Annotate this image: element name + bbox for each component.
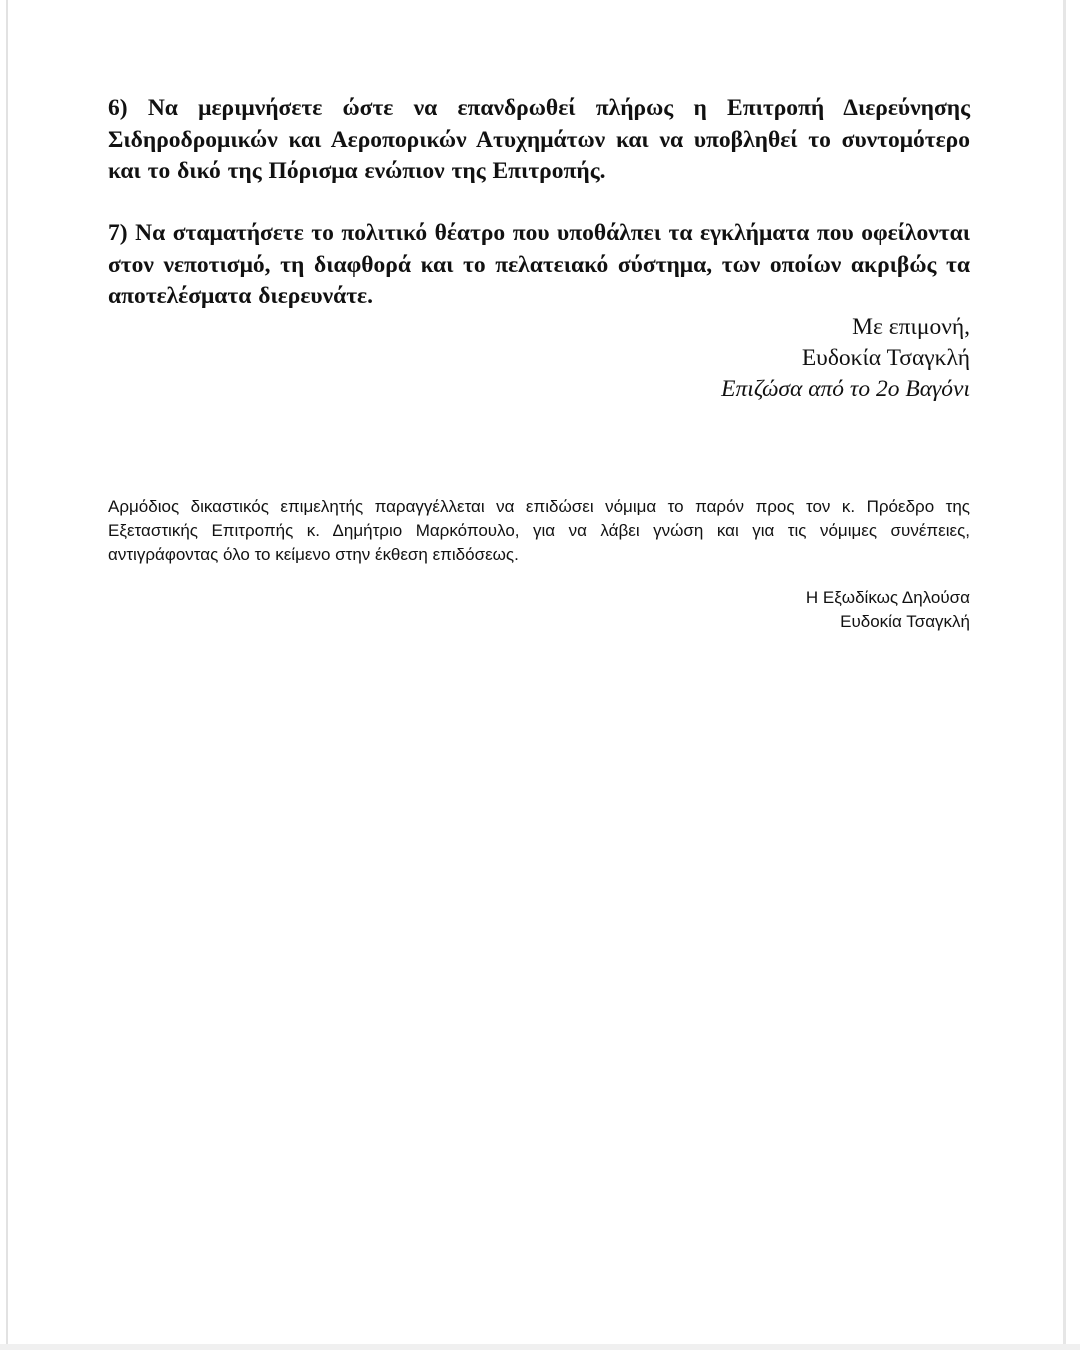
page-edge-bottom [0, 1344, 1080, 1350]
page-edge-left [6, 0, 8, 1350]
page-edge-right [1063, 0, 1066, 1350]
signature-name: Ευδοκία Τσαγκλή [840, 612, 970, 631]
closing-salutation: Με επιμονή, [852, 314, 970, 340]
signature-role: Η Εξωδίκως Δηλούσα [805, 588, 970, 607]
service-notice: Αρμόδιος δικαστικός επιμελητής παραγγέλλεται να επιδώσει νόμιμα το παρόν προς τον κ. Πρόεδρο της Εξεταστικής Επιτροπής κ. Δημήτριο Μαρκόπουλο, για να λάβει γνώση και για τις νόμιμες συνέπειες, αντιγράφοντας όλο το κείμενο στην έκθεση επιδόσεως. [108, 497, 970, 564]
paragraph-6: 6) Να μεριμνήσετε ώστε να επανδρωθεί πλήρως η Επιτροπή Διερεύνησης Σιδηροδρομικών και Αεροπορικών Ατυχημάτων και να υποβληθεί το συντομότερο και το δικό της Πόρισμα ενώπιον της Επιτροπής. [108, 95, 970, 184]
closing-name: Ευδοκία Τσαγκλή [801, 345, 970, 371]
paragraph-7: 7) Να σταματήσετε το πολιτικό θέατρο που υποθάλπει τα εγκλήματα που οφείλονται στον νεποτισμό, τη διαφθορά και το πελατειακό σύστημα, των οποίων ακριβώς τα αποτελέσματα διερευνάτε. [108, 220, 970, 309]
closing-title: Επιζώσα από το 2ο Βαγόνι [721, 376, 970, 402]
